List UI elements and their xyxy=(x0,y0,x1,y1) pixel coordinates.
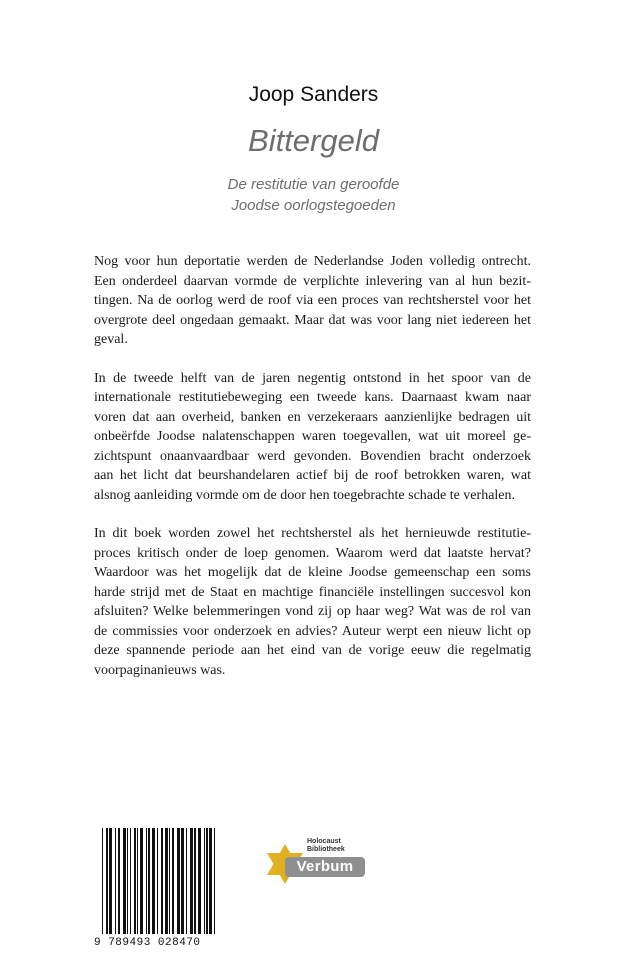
isbn-number: 9 789493 028470 xyxy=(94,937,201,949)
barcode-bar xyxy=(130,828,131,934)
subtitle-line-1: De restitutie van geroofde xyxy=(227,176,400,193)
barcode-bars xyxy=(94,828,230,936)
barcode-bar xyxy=(152,828,155,934)
blurb-paragraph-1 xyxy=(94,252,531,350)
text-line: onbeërfde Joodse nalatenschappen waren toegevallen, wat uit moreel ge- xyxy=(94,429,531,444)
barcode-bar xyxy=(115,828,116,934)
blurb-paragraph-3 xyxy=(94,524,531,680)
barcode-bar xyxy=(190,828,193,934)
barcode-bar xyxy=(123,828,126,934)
barcode-bar xyxy=(181,828,184,934)
text-line: geval. xyxy=(94,332,128,347)
text-line: zichtspunt onaanvaardbaar werd gevonden. Bovendien bracht onderzoek xyxy=(94,448,531,464)
text-line: de commissies voor onderzoek en advies? Auteur werpt een nieuw licht op xyxy=(94,623,531,639)
text-line: proces kritisch onder de loep genomen. Waarom werd dat laatste hervat? xyxy=(94,545,531,561)
text-line: Waardoor was het mogelijk dat de kleine Joodse gemeenschap een soms xyxy=(94,565,531,580)
text-line: internationale restitutiebeweging een tweede kans. Daarnaast kwam naar xyxy=(94,390,531,405)
barcode-bar xyxy=(161,828,163,934)
book-title: Bittergeld xyxy=(248,123,379,158)
text-line: Een onderdeel daarvan vormde de verplichte inlevering van al hun bezit- xyxy=(94,273,531,289)
barcode-bar xyxy=(140,828,143,934)
barcode-bar xyxy=(214,828,215,934)
barcode-bar xyxy=(148,828,150,934)
text-line: In de tweede helft van de jaren negentig ontstond in het spoor van de xyxy=(94,370,531,386)
barcode-bar xyxy=(134,828,136,934)
text-line: harde strijd met de Staat en machtige financiële instellingen succesvol kon xyxy=(94,584,531,600)
text-line: tingen. Na de oorlog werd de roof via een proces van rechtsherstel voor het xyxy=(94,293,531,308)
text-line: aan het licht dat beurshandelaren actief bij de roof betrokken waren, wat xyxy=(94,468,531,483)
logo-badge: Verbum xyxy=(285,857,365,877)
publisher-logo xyxy=(263,838,369,892)
barcode-bar xyxy=(198,828,201,934)
barcode-bar xyxy=(109,828,112,934)
subtitle-line-2: Joodse oorlogstegoeden xyxy=(231,197,396,214)
book-subtitle xyxy=(0,174,627,216)
text-line: Nog voor hun deportatie werden de Nederlandse Joden volledig ontrecht. xyxy=(94,254,531,269)
barcode-bar xyxy=(118,828,120,934)
barcode-bar xyxy=(102,828,103,934)
text-line: alsnog aanleiding vormde om de door hen toegebrachte schade te verhalen. xyxy=(94,487,516,503)
logo-line-2: Bibliotheek xyxy=(307,846,345,853)
text-line: deze spannende periode aan het eind van de vorige eeuw die regelmatig xyxy=(94,643,531,658)
text-line: In dit boek worden zowel het rechtsherstel als het hernieuwde restitutie- xyxy=(94,526,531,541)
barcode-bar xyxy=(106,828,108,934)
barcode-bar xyxy=(137,828,138,934)
barcode-bar xyxy=(172,828,174,934)
barcode-bar xyxy=(157,828,158,934)
barcode-bar xyxy=(186,828,187,934)
barcode-bar xyxy=(209,828,212,934)
text-line: afsluiten? Welke belemmeringen vond zij op haar weg? Wat was de rol van xyxy=(94,604,531,619)
barcode-bar xyxy=(177,828,180,934)
text-line: overgrote deel ongedaan gemaakt. Maar dat was voor lang niet iedereen het xyxy=(94,312,531,328)
text-line: voorpaginanieuws was. xyxy=(94,662,226,678)
isbn-barcode xyxy=(94,828,230,948)
barcode-bar xyxy=(165,828,168,934)
barcode-bar xyxy=(127,828,128,934)
barcode-bar xyxy=(169,828,170,934)
barcode-bar xyxy=(146,828,147,934)
barcode-bar xyxy=(204,828,205,934)
logo-line-1: Holocaust xyxy=(307,838,341,845)
blurb-paragraph-2 xyxy=(94,369,531,506)
barcode-bar xyxy=(194,828,196,934)
blurb xyxy=(94,252,531,699)
text-line: voren dat aan overheid, banken en verzekeraars aanzienlijke bedragen uit xyxy=(94,409,531,425)
author-name: Joop Sanders xyxy=(248,83,379,106)
barcode-bar xyxy=(206,828,208,934)
